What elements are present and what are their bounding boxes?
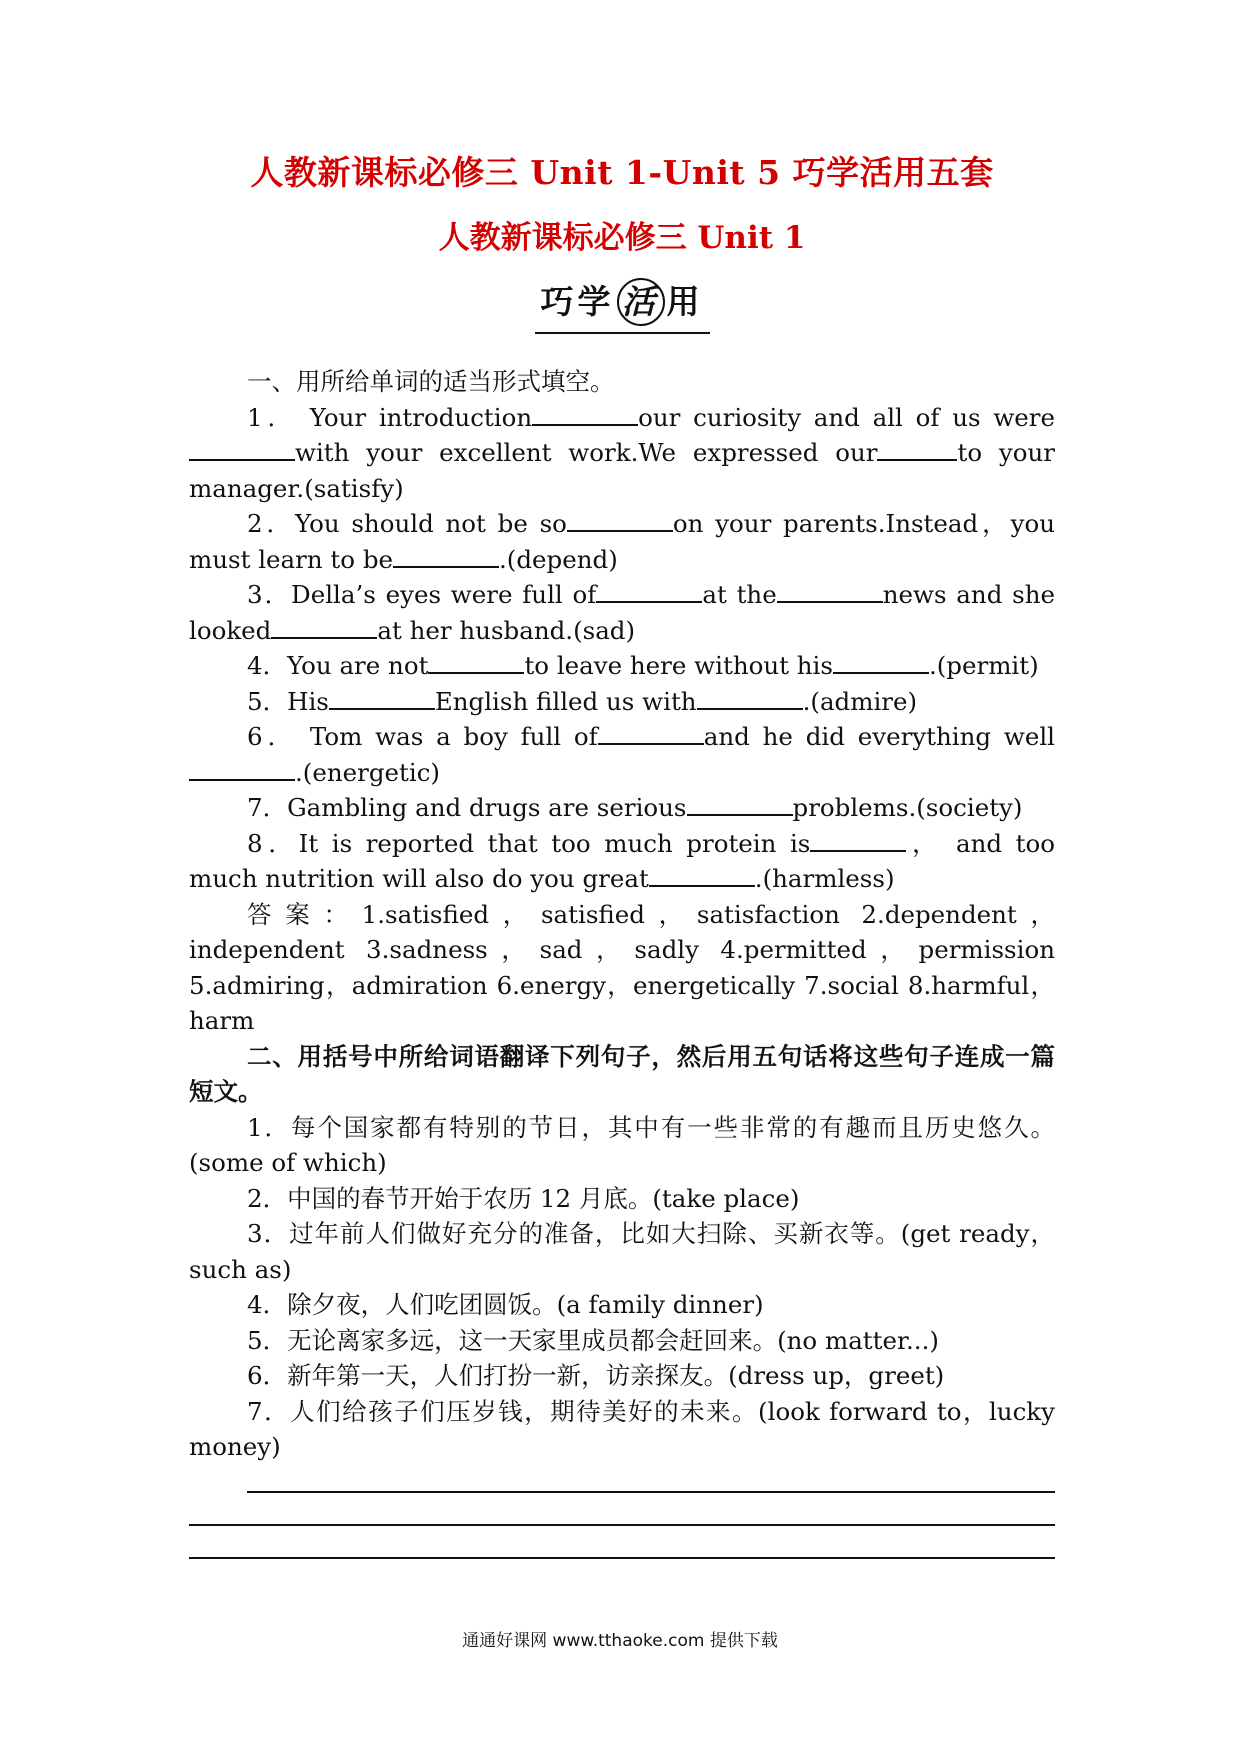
translation-item-4: 4．除夕夜，人们吃团圆饭。(a family dinner) [247,1290,764,1319]
section2-heading: 二、用括号中所给词语翻译下列句子，然后用五句话将这些句子连成一篇短文。 [189,1041,1055,1106]
qiaoxuehuoyong-logo: 巧学 活 用 [535,276,710,334]
page-footer: 通通好课网 www.tthaoke.com 提供下载 [462,1631,778,1651]
answer-blank[interactable] [428,650,524,674]
question-8: 8．It is reported that too much protein is ， and too much nutrition will also do you great .(harmless) [189,828,1055,893]
answer-blank[interactable] [532,402,638,426]
logo-area [189,276,1055,342]
translation-item-3: 3．过年前人们做好充分的准备，比如大扫除、买新衣等。(get ready，such as) [189,1219,1055,1284]
document-title: 人教新课标必修三 Unit 1-Unit 5 巧学活用五套 [250,153,994,192]
question-2: 2．You should not be so on your parents.Instead，you must learn to be .(depend) [189,509,1055,574]
section1-heading: 一、用所给单词的适当形式填空。 [247,367,615,396]
answer-blank[interactable] [393,544,499,568]
answer-blank[interactable] [810,828,906,852]
unit-subtitle: 人教新课标必修三 Unit 1 [438,220,806,256]
translation-item-5: 5．无论离家多远，这一天家里成员都会赶回来。(no matter...) [247,1325,939,1355]
answer-blank[interactable] [271,615,377,639]
question-3: 3．Della’s eyes were full of at the news and she looked at her husband.(sad) [189,580,1056,645]
answer-blank[interactable] [833,650,929,674]
question-6: 6． Tom was a boy full of and he did everything well.(energetic) [189,719,1055,790]
answer-blank[interactable] [598,721,704,745]
answer-blank[interactable] [189,437,295,461]
answer-blank[interactable] [329,686,435,710]
writing-area[interactable] [189,1491,1055,1559]
translation-item-2: 2．中国的春节开始于农历 12 月底。(take place) [247,1183,800,1213]
writing-line[interactable] [189,1524,1055,1526]
translation-item-7: 7．人们给孩子们压岁钱，期待美好的未来。(look forward to，lucky money) [189,1396,1055,1461]
answer-blank[interactable] [649,863,755,887]
answer-blank[interactable] [697,686,803,710]
answer-blank[interactable] [567,508,673,532]
answer-blank[interactable] [596,579,702,603]
question-7: 7．Gambling and drugs are serious problems.(society) [247,793,1023,822]
document-page [189,150,1055,1590]
translation-item-6: 6．新年第一天，人们打扮一新，访亲探友。(dress up，greet) [247,1361,945,1390]
question-5: 5．His English filled us with .(admire) [247,686,918,716]
translation-item-1: 1．每个国家都有特别的节日，其中有一些非常的有趣而且历史悠久。(some of which) [189,1112,1055,1177]
writing-line[interactable] [247,1491,1055,1493]
answer-blank[interactable] [777,579,883,603]
question-4: 4．You are not to leave here without his .(permit) [247,651,1039,680]
answer-key: 答案：1.satisfied，satisfied，satisfaction 2.dependent，independent 3.sadness，sad，sadly 4.permitted，permission 5.admiring，admiration 6.energy，energetically 7.social 8.harmful，harm [189,899,1055,1035]
question-1: 1． Your introduction our curiosity and all of us werewith your excellent work.We expressed our to your manager.(satisfy) [189,402,1056,503]
writing-line[interactable] [189,1557,1055,1559]
answer-blank[interactable] [687,792,793,816]
exercise-body [189,364,1055,1559]
answer-blank[interactable] [189,757,295,781]
answer-blank[interactable] [877,437,957,461]
